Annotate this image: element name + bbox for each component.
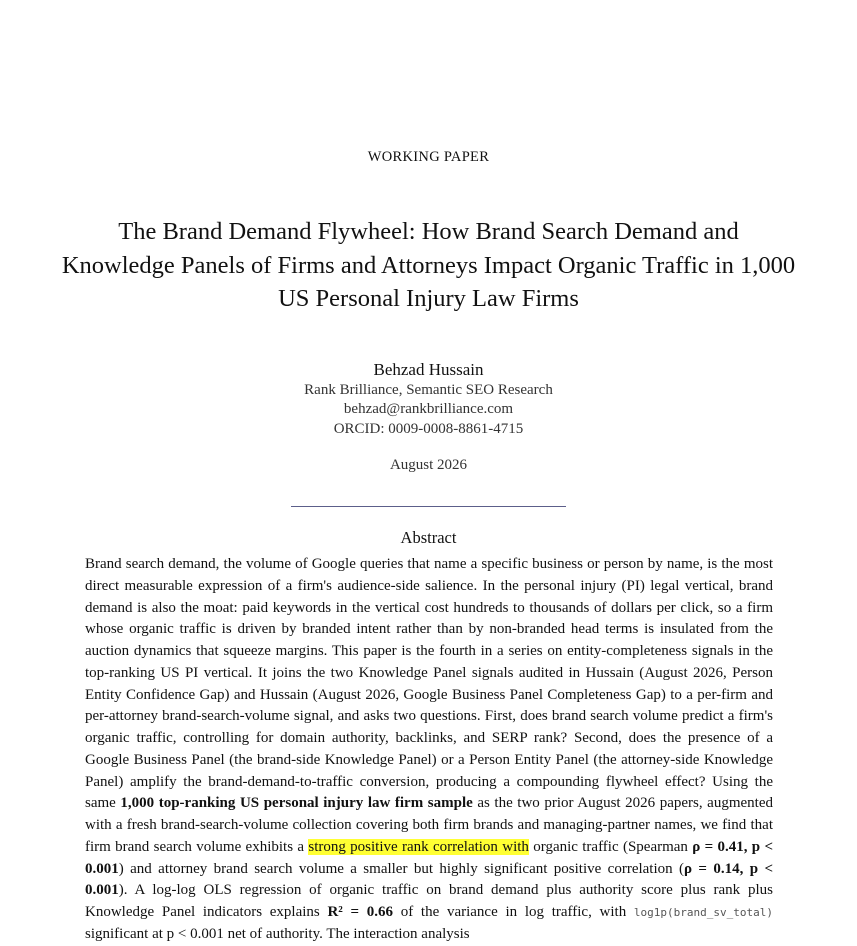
abstract-heading: Abstract — [400, 528, 457, 547]
abstract-text-6: of the variance in log traffic, with — [393, 904, 634, 920]
abstract-text-4: ) and attorney brand search volume a smaller but highly significant positive correlation ( — [118, 860, 685, 877]
abstract-text-5: ). A log-log OLS regression of organic traffic on brand demand plus authority score plus rank plus Knowledge Panel indicators explains — [85, 882, 773, 920]
author-name: Behzad Hussain — [373, 360, 484, 379]
inline-code: log1p(brand_sv_total) — [633, 906, 773, 919]
paper-type-label: WORKING PAPER — [367, 149, 490, 165]
section-divider — [291, 506, 566, 507]
abstract-body — [85, 554, 773, 946]
abstract-sample-bold: 1,000 top-ranking US personal injury law firm sample — [120, 795, 473, 812]
highlighted-phrase: strong positive rank correlation with — [308, 838, 529, 855]
author-orcid: ORCID: 0009-0008-8861-4715 — [333, 421, 524, 437]
author-email: behzad@rankbrilliance.com — [343, 401, 514, 417]
publication-date: August 2026 — [389, 457, 468, 473]
abstract-text-3: organic traffic (Spearman — [528, 838, 693, 855]
abstract-text-7: significant at p < 0.001 net of authority. The interaction analysis — [85, 925, 470, 942]
author-affiliation: Rank Brilliance, Semantic SEO Research — [304, 382, 553, 398]
attorney-correlation-stat: ρ = 0.14, p < 0.001 — [85, 860, 773, 899]
r-squared-stat: R² = 0.66 — [327, 904, 393, 920]
abstract-text-1: Brand search demand, the volume of Google queries that name a specific business or person by name, is the most direct measurable expression of a firm's audience-side salience. In the personal injury (PI) legal vertical, brand demand is also the moat: paid keywords in the vertical cost hundreds to thousands of dollars per click, so a firm whose organic traffic is driven by branded intent rather than by non-branded head terms is insulated from the auction dynamics that squeeze margins. This paper is the fourth in a series on entity-completeness signals in the top-ranking US PI vertical. It joins the two Knowledge Panel signals audited in Hussain (August 2026, Person Entity Confidence Gap) and Hussain (August 2026, Google Business Panel Completeness Gap) to a per-firm and per-attorney brand-search-volume signal, and asks two questions. First, does brand search volume predict a firm's organic traffic, controlling for domain authority, backlinks, and SERP rank? Second, does the presence of a Google Business Panel (the brand-side Knowledge Panel) or a Person Entity Panel (the attorney-side Knowledge Panel) amplify the brand-demand-to-traffic conversion, producing a compounding flywheel effect? Using the same — [85, 556, 773, 812]
abstract-text-2: as the two prior August 2026 papers, augmented with a fresh brand-search-volume collection covering both firm brands and managing-partner names, we find that firm brand search volume exhibits a — [85, 795, 773, 855]
paper-title: The Brand Demand Flywheel: How Brand Search Demand and Knowledge Panels of Firms and Attorneys Impact Organic Traffic in 1,000 US Personal Injury Law Firms — [61, 218, 796, 312]
firm-correlation-stat: ρ = 0.41, p < 0.001 — [85, 838, 773, 877]
